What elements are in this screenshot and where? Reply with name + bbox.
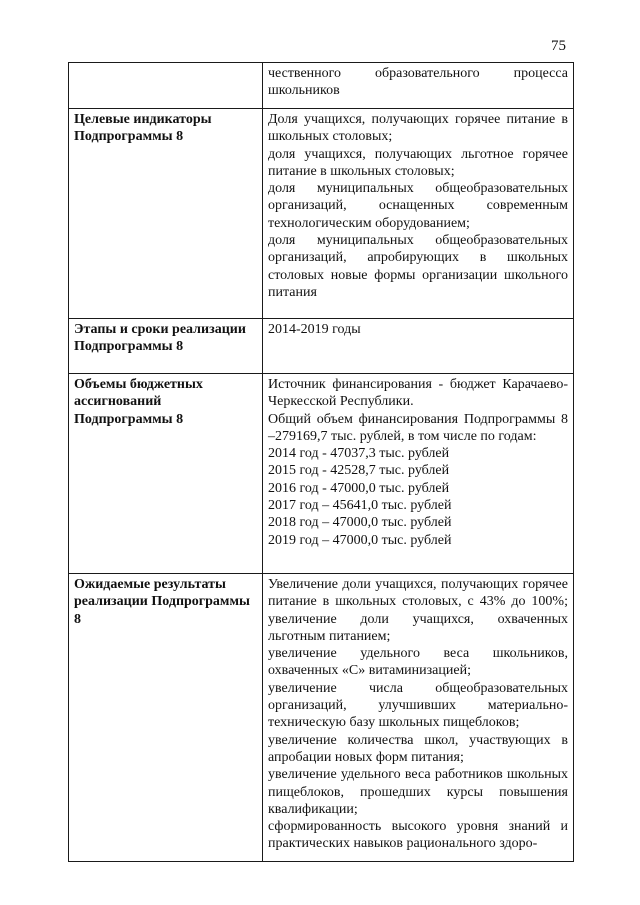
value-line: Источник финансирования - бюджет Карачаево-Черкесской Республики. (268, 377, 568, 410)
value-line: увеличение удельного веса школьников, охваченных «С» витаминизацией; (268, 646, 568, 679)
row-label: Ожидаемые результаты реализации Подпрограммы 8 (69, 574, 263, 862)
table-row-budget-allocations (69, 374, 574, 574)
row-label (69, 63, 263, 109)
value-line: 2015 год - 42528,7 тыс. рублей (268, 463, 450, 479)
value-line: чественного образовательного процесса школьников (268, 66, 568, 99)
row-value (263, 574, 574, 862)
value-line: 2016 год - 47000,0 тыс. рублей (268, 480, 450, 496)
value-line: Доля учащихся, получающих горячее питание в школьных столовых; (268, 112, 568, 145)
row-value (263, 63, 574, 109)
passport-table (68, 62, 574, 862)
row-label: Целевые индикаторы Подпрограммы 8 (69, 109, 263, 319)
value-line: сформированность высокого уровня знаний и практических навыков рационального здоро- (268, 819, 568, 852)
value-line: доля муниципальных общеобразовательных организаций, оснащенных современным технологическим оборудованием; (268, 181, 568, 231)
table-row-target-indicators (69, 109, 574, 319)
value-line: 2017 год – 45641,0 тыс. рублей (268, 498, 452, 514)
page-number: 75 (551, 38, 566, 54)
value-line: 2014 год - 47037,3 тыс. рублей (268, 446, 450, 462)
value-line: увеличение числа общеобразовательных организаций, улучшивших материально-техническую базу школьных пищеблоков; (268, 680, 568, 731)
row-label: Объемы бюджетных ассигнований Подпрограммы 8 (69, 374, 263, 574)
row-label: Этапы и сроки реализации Подпрограммы 8 (69, 319, 263, 374)
value-line: Увеличение доли учащихся, получающих горячее питание в школьных столовых, с 43% до 100%; увеличение доли учащихся, охваченных льготным питанием; (268, 577, 568, 644)
value-line: увеличение количества школ, участвующих в апробации новых форм питания; (268, 732, 568, 765)
value-line: увеличение удельного веса работников школьных пищеблоков, прошедших курсы повышения квалификации; (268, 767, 568, 817)
row-value (263, 109, 574, 319)
value-line: доля муниципальных общеобразовательных организаций, апробирующих в школьных столовых новые формы организации школьного питания (268, 233, 568, 300)
value-line: 2019 год – 47000,0 тыс. рублей (268, 532, 452, 548)
table-row-expected-results (69, 574, 574, 862)
row-value (263, 374, 574, 574)
value-line: 2014-2019 годы (268, 322, 361, 337)
row-value (263, 319, 574, 374)
value-line: 2018 год – 47000,0 тыс. рублей (268, 515, 452, 531)
value-line: доля учащихся, получающих льготное горячее питание в школьных столовых; (268, 146, 568, 179)
table-row-stages-and-terms (69, 319, 574, 374)
table-row-continuation (69, 63, 574, 109)
value-line: Общий объем финансирования Подпрограммы 8 –279169,7 тыс. рублей, в том числе по годам: (268, 411, 568, 444)
